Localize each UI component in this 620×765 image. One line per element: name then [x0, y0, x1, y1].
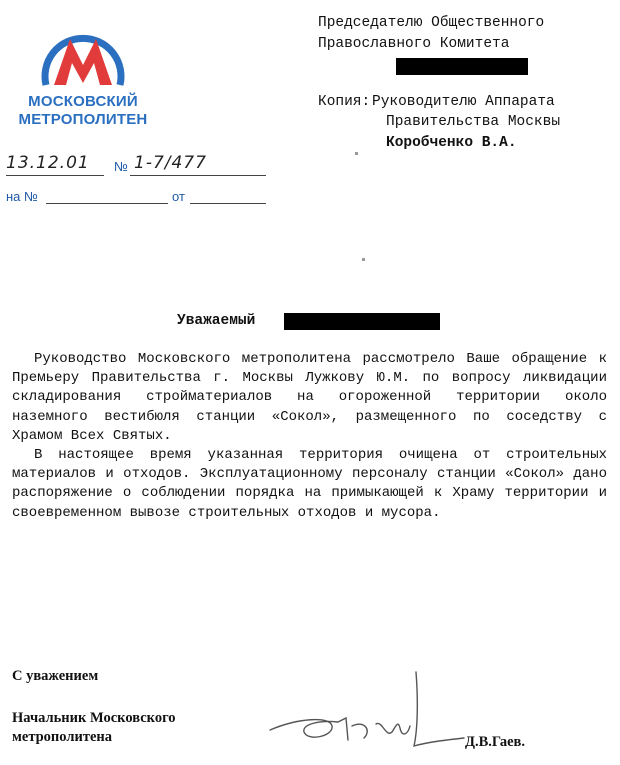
- copy-line2: Правительства Москвы: [386, 114, 561, 130]
- redaction-bar-greeting: [284, 313, 440, 330]
- date-underline: [6, 175, 104, 176]
- copy-line1: Руководителю Аппарата: [372, 94, 555, 110]
- metro-logo-icon: [40, 25, 126, 93]
- body-paragraph-2: В настоящее время указанная территория очищена от строительных материалов и отходов. Эксплуатационному персоналу станции «Сокол» дано распоряжение о соблюдении порядка на примыкающей к Храму территории и своевременном вывозе строительных отходов и мусора.: [12, 447, 607, 521]
- reply-date-underline: [190, 203, 266, 204]
- addressee-line2: Православного Комитета: [318, 36, 510, 52]
- number-label: №: [114, 159, 128, 174]
- body-paragraph-1: Руководство Московского метрополитена рассмотрело Ваше обращение к Премьеру Правительства г. Москвы Лужкову Ю.М. по вопросу ликвидации складирования стройматериалов на огороженной территории около наземного вестибюля станции «Сокол», размещенного по соседству с Храмом Всех Святых.: [12, 351, 607, 444]
- redaction-bar-addressee: [396, 58, 528, 75]
- closing-regards: С уважением: [12, 668, 99, 684]
- signatory-position-line1: Начальник Московского: [12, 710, 176, 726]
- letter-date: 13.12.01: [6, 153, 90, 173]
- reply-date-label: от: [172, 189, 185, 204]
- scan-mark: [355, 152, 358, 155]
- copy-label: Копия:: [318, 94, 371, 110]
- logo-text-line2: МЕТРОПОЛИТЕН: [18, 111, 148, 128]
- reply-number-underline: [46, 203, 168, 204]
- scan-mark: [362, 258, 365, 261]
- number-underline: [130, 175, 266, 176]
- signatory-position-line2: метрополитена: [12, 729, 112, 745]
- signatory-name: Д.В.Гаев.: [465, 734, 525, 750]
- copy-name: Коробченко В.А.: [386, 135, 517, 151]
- greeting: Уважаемый: [177, 313, 256, 329]
- logo-text-line1: МОСКОВСКИЙ: [28, 93, 138, 110]
- handwritten-signature: [268, 668, 468, 753]
- letter-body: [12, 350, 607, 523]
- addressee-line1: Председателю Общественного: [318, 15, 545, 31]
- letter-number: 1-7/477: [134, 153, 207, 173]
- reply-to-label: на №: [6, 189, 38, 204]
